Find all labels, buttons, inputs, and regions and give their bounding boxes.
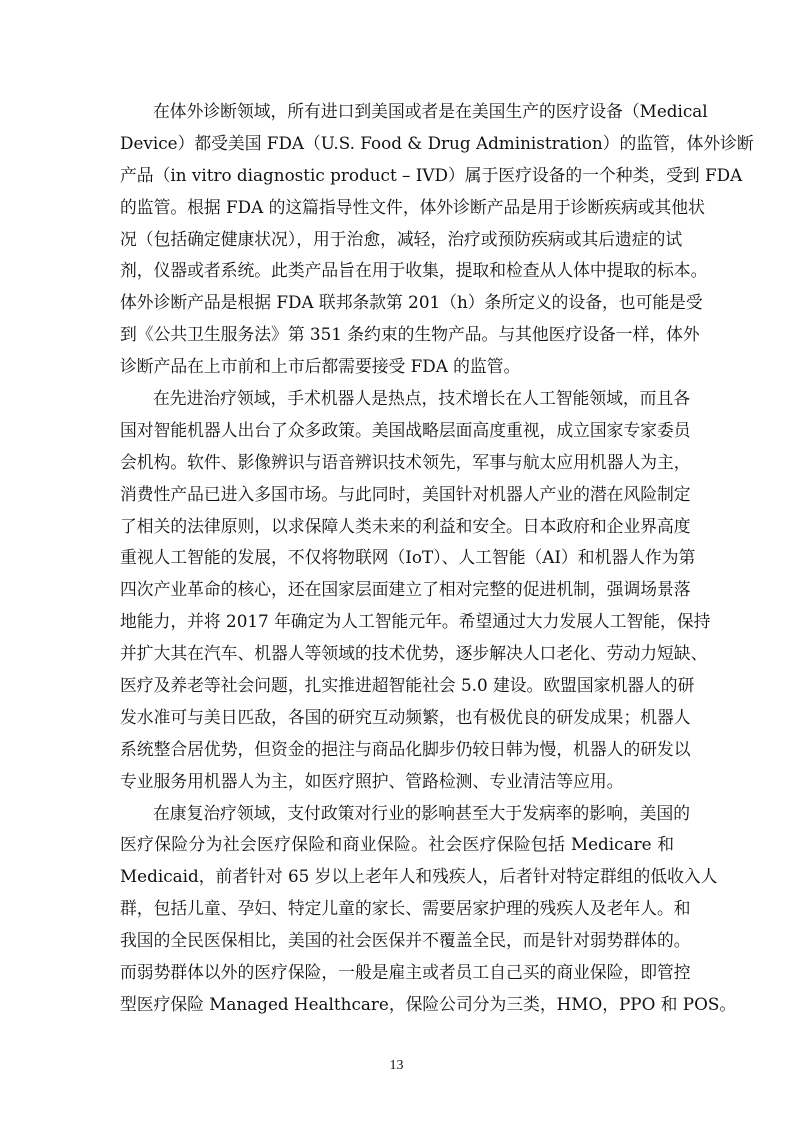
page-number: 13 (389, 1058, 404, 1073)
text-line: 在先进治疗领域，手术机器人是热点，技术增长在人工智能领域，而且各 (153, 388, 691, 409)
document-body (120, 96, 754, 1021)
text-line: 体外诊断产品是根据 FDA 联邦条款第 201（h）条所定义的设备，也可能是受 (120, 292, 703, 313)
text-line: 系统整合居优势，但资金的挹注与商品化脚步仍较日韩为慢，机器人的研发以 (120, 738, 691, 759)
text-line: 了相关的法律原则，以求保障人类未来的利益和安全。日本政府和企业界高度 (120, 515, 691, 536)
text-line: 到《公共卫生服务法》第 351 条约束的生物产品。与其他医疗设备一样，体外 (120, 324, 700, 345)
text-line: 地能力，并将 2017 年确定为人工智能元年。希望通过大力发展人工智能，保持 (120, 611, 711, 632)
paragraph-rehabilitation (120, 798, 737, 1021)
text-line: 重视人工智能的发展，不仅将物联网（IoT）、人工智能（AI）和机器人作为第 (120, 547, 696, 568)
text-line: 型医疗保险 Managed Healthcare，保险公司分为三类，HMO，PPO 和 POS。 (120, 993, 737, 1014)
text-line: 我国的全民医保相比，美国的社会医保并不覆盖全民，而是针对弱势群体的。 (120, 930, 691, 951)
text-line: 而弱势群体以外的医疗保险，一般是雇主或者员工自己买的商业保险，即管控 (120, 962, 691, 983)
text-line: Device）都受美国 FDA（U.S. Food & Drug Administration）的监管，体外诊断 (120, 132, 754, 153)
text-line: 并扩大其在汽车、机器人等领域的技术优势，逐步解决人口老化、劳动力短缺、 (120, 643, 708, 664)
text-line: 的监管。根据 FDA 的这篇指导性文件，体外诊断产品是用于诊断疾病或其他状 (120, 196, 705, 217)
text-line: 医疗保险分为社会医疗保险和商业保险。社会医疗保险包括 Medicare 和 (120, 834, 674, 855)
text-line: 产品（in vitro diagnostic product – IVD）属于医疗设备的一个种类，受到 FDA (120, 164, 743, 185)
text-line: 国对智能机器人出台了众多政策。美国战略层面高度重视，成立国家专家委员 (120, 419, 691, 440)
text-line: 发水准可与美日匹敌，各国的研究互动频繁，也有极优良的研发成果；机器人 (120, 706, 691, 727)
text-line: Medicaid，前者针对 65 岁以上老年人和残疾人，后者针对特定群组的低收入人 (120, 866, 718, 887)
text-line: 会机构。软件、影像辨识与语音辨识技术领先，军事与航太应用机器人为主， (120, 451, 691, 472)
text-line: 医疗及养老等社会问题，扎实推进超智能社会 5.0 建设。欧盟国家机器人的研 (120, 675, 695, 696)
text-line: 诊断产品在上市前和上市后都需要接受 FDA 的监管。 (120, 356, 521, 377)
text-line: 群，包括儿童、孕妇、特定儿童的家长、需要居家护理的残疾人及老年人。和 (120, 898, 691, 919)
text-line: 在康复治疗领域，支付政策对行业的影响甚至大于发病率的影响，美国的 (153, 802, 691, 823)
text-line: 剂，仪器或者系统。此类产品旨在用于收集，提取和检查从人体中提取的标本。 (120, 260, 708, 281)
text-line: 专业服务用机器人为主，如医疗照护、管路检测、专业清洁等应用。 (120, 770, 624, 791)
text-line: 四次产业革命的核心，还在国家层面建立了相对完整的促进机制，强调场景落 (120, 579, 691, 600)
text-line: 况（包括确定健康状况），用于治愈，减轻，治疗或预防疾病或其后遗症的试 (120, 228, 683, 249)
text-line: 消费性产品已进入多国市场。与此同时，美国针对机器人产业的潜在风险制定 (120, 483, 691, 504)
text-line: 在体外诊断领域，所有进口到美国或者是在美国生产的医疗设备（Medical (153, 101, 708, 121)
paragraph-advanced-therapy (120, 383, 711, 798)
paragraph-ivd (120, 96, 754, 383)
